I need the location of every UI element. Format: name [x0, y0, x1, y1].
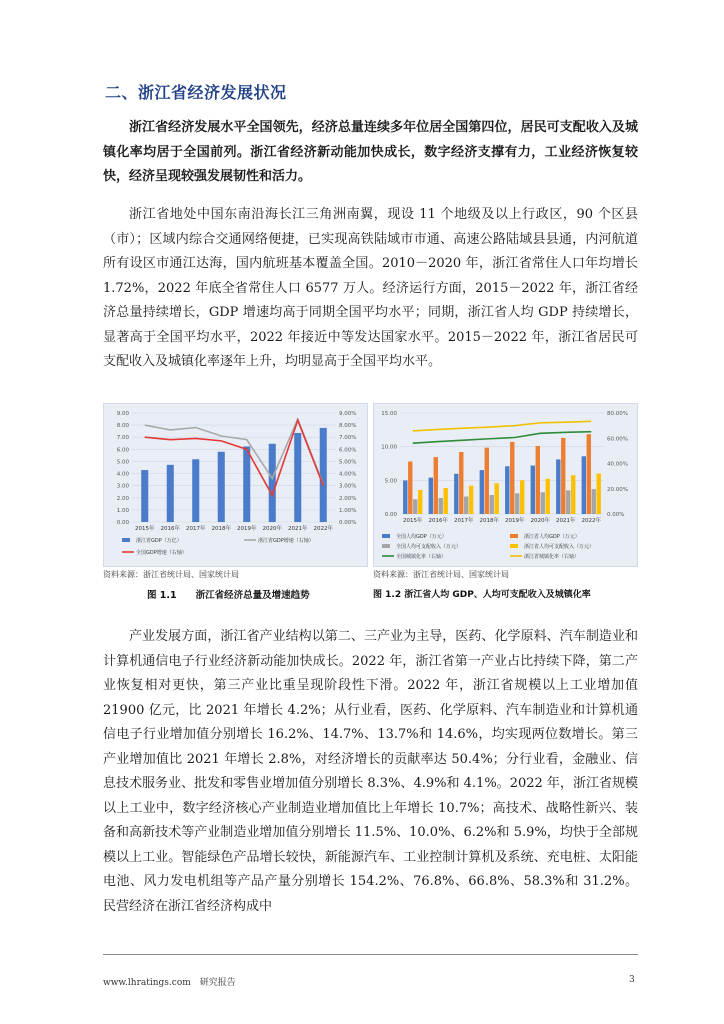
y-tick-label: 15.00	[381, 411, 397, 417]
x-tick-label: 2019年	[505, 518, 525, 524]
y-tick-label: 5.00	[116, 459, 129, 466]
bar	[505, 466, 509, 514]
y-tick-label: 9.00	[116, 411, 129, 417]
y-tick-label: 10.00	[381, 444, 397, 451]
x-tick-label: 2017年	[186, 526, 206, 532]
x-tick-label: 2017年	[454, 518, 474, 524]
bar	[454, 474, 458, 514]
bar	[490, 495, 494, 514]
x-tick-label: 2020年	[530, 518, 550, 524]
legend-swatch	[122, 538, 130, 542]
y2-tick-label: 1.00%	[339, 507, 357, 514]
bar	[597, 474, 601, 514]
y-tick-label: 5.00	[384, 478, 397, 485]
x-tick-label: 2018年	[479, 518, 499, 524]
bar	[480, 470, 484, 514]
industry-paragraph: 产业发展方面，浙江省产业结构以第二、三产业为主导，医药、化学原料、汽车制造业和计算机通信电子行业经济新动能加快成长。2022 年，浙江省第一产业占比持续下降，第二产业恢复相对更快，第三产业比重呈现阶段性下滑。2022 年，浙江省规模以上工业增加值 21900 亿元，比 2021 年增长 4.2%；从行业看，医药、化学原料、汽车制造业和计算机通信电子行业增加值分别增长 16.2%、14.7%、13.7%和 14.6%，均实现两位数增长。第三产业增加值比 2021 年增长 2.8%，对经济增长的贡献率达 50.4%；分行业看，金融业、信息技术服务业、批发和零售业增加值分别增长 8.3%、4.9%和 4.1%。2022 年，浙江省规模以上工业中，数字经济核心产业制造业增加值比上年增长 10.7%；高技术、战略性新兴、装备和高新技术等产业制造业增加值分别增长 11.5%、10.0%、6.2%和 5.9%，均快于全部规模以上工业。智能绿色产品增长较快，新能源汽车、工业控制计算机及系统、充电桩、太阳能电池、风力发电机组等产品产量分别增长 154.2%、76.8%、66.8%、58.3%和 31.2%。民营经济在浙江省经济构成中	[103, 629, 638, 914]
bar	[510, 442, 514, 514]
bar	[141, 470, 148, 522]
bar	[418, 490, 422, 514]
y2-tick-label: 2.00%	[339, 495, 357, 502]
y2-tick-label: 8.00%	[339, 423, 357, 430]
bar	[546, 479, 550, 514]
bar	[587, 434, 591, 514]
x-tick-label: 2021年	[288, 526, 308, 532]
figures-area	[103, 403, 638, 603]
legend-label: 全国GDP增速（右轴）	[136, 550, 187, 556]
y2-tick-label: 40.00%	[607, 461, 628, 468]
x-tick-label: 2015年	[135, 526, 155, 532]
bar	[592, 489, 596, 514]
bar	[495, 483, 499, 514]
legend-swatch	[382, 544, 390, 548]
y2-tick-label: 60.00%	[607, 436, 628, 443]
legend-label: 浙江省人均可支配收入（万元）	[524, 544, 595, 550]
y-tick-label: 7.00	[116, 435, 129, 442]
series-line	[413, 421, 592, 431]
bar	[556, 459, 560, 514]
y2-tick-label: 0.00%	[607, 512, 625, 518]
x-tick-label: 2018年	[211, 526, 231, 532]
figure-1-source: 资料来源：浙江省统计局、国家统计局	[103, 570, 239, 579]
bar	[434, 457, 438, 514]
legend-label: 全国城镇化率（右轴）	[396, 554, 447, 560]
figure-2-source: 资料来源：浙江省统计局、国家统计局	[373, 570, 509, 579]
bar	[167, 465, 174, 522]
y-tick-label: 0.00	[116, 520, 129, 526]
bar	[566, 490, 570, 514]
x-tick-label: 2015年	[403, 518, 423, 524]
figure-1-caption: 图 1.1 浙江省经济总量及增速趋势	[147, 590, 310, 601]
lead-paragraph: 浙江省经济发展水平全国领先，经济总量连续多年位居全国第四位，居民可支配收入及城镇化率均居于全国前列。浙江省经济新动能加快成长，数字经济支撑有力，工业经济恢复较快，经济呈现较强发展韧性和活力。	[103, 120, 638, 184]
bar	[531, 466, 535, 514]
footer-divider	[103, 954, 638, 955]
bar	[429, 478, 433, 514]
x-tick-label: 2016年	[160, 526, 180, 532]
legend-swatch	[510, 544, 518, 548]
bar	[192, 459, 199, 522]
bar	[403, 480, 407, 514]
y-tick-label: 4.00	[116, 471, 129, 478]
figure-2-panel	[373, 403, 638, 567]
footer-site: www.lhratings.com 研究报告	[103, 978, 236, 988]
bar	[485, 448, 489, 514]
bar	[515, 493, 519, 514]
legend-label: 浙江省人均GDP（万元）	[524, 534, 580, 540]
bar	[520, 480, 524, 514]
bar	[469, 486, 473, 514]
bar	[269, 444, 276, 522]
figure-1-panel	[103, 403, 368, 567]
x-tick-label: 2021年	[556, 518, 576, 524]
y2-tick-label: 0.00%	[339, 520, 357, 526]
y2-tick-label: 20.00%	[607, 486, 628, 493]
legend-label: 浙江省城镇化率（右轴）	[524, 554, 580, 560]
y2-tick-label: 4.00%	[339, 471, 357, 478]
bar	[243, 446, 250, 522]
bar	[439, 498, 443, 514]
legend-label: 浙江省GDP增速（右轴）	[258, 538, 314, 544]
bar	[294, 433, 301, 522]
x-tick-label: 2019年	[237, 526, 257, 532]
bar	[444, 488, 448, 514]
bar	[408, 461, 412, 514]
per-capita-chart	[374, 404, 637, 566]
section-heading: 二、浙江省经济发展状况	[105, 83, 287, 102]
y-tick-label: 1.00	[116, 507, 129, 514]
legend-swatch	[382, 534, 390, 538]
bar	[571, 475, 575, 514]
bar	[464, 496, 468, 514]
y2-tick-label: 7.00%	[339, 435, 357, 442]
legend-label: 浙江省GDP（万亿）	[136, 538, 182, 544]
y-tick-label: 3.00	[116, 483, 129, 490]
y-tick-label: 6.00	[116, 447, 129, 454]
y-tick-label: 0.00	[384, 512, 397, 518]
x-tick-label: 2022年	[581, 518, 601, 524]
y2-tick-label: 6.00%	[339, 447, 357, 454]
legend-swatch	[510, 534, 518, 538]
gdp-growth-chart	[104, 404, 367, 566]
legend-label: 全国人均GDP（万元）	[396, 534, 447, 540]
bar	[459, 452, 463, 514]
bar	[541, 492, 545, 514]
bar	[413, 499, 417, 514]
overview-paragraph: 浙江省地处中国东南沿海长江三角洲南翼，现设 11 个地级及以上行政区，90 个区县（市）；区域内综合交通网络便捷，已实现高铁陆域市市通、高速公路陆域县县通，内河航道所有设区市通江达海，国内航班基本覆盖全国。2010－2020 年，浙江省常住人口年均增长 1.72%，2022 年底全省常住人口 6577 万人。经济运行方面，2015－2022 年，浙江省经济总量持续增长，GDP 增速均高于同期全国平均水平；同期，浙江省人均 GDP 持续增长，显著高于全国平均水平，2022 年接近中等发达国家水平。2015－2022 年，浙江省居民可支配收入及城镇化率逐年上升，均明显高于全国平均水平。	[103, 207, 638, 369]
legend-label: 全国人均可支配收入（万元）	[396, 544, 462, 550]
page-number: 3	[629, 975, 635, 985]
x-tick-label: 2016年	[428, 518, 448, 524]
y2-tick-label: 80.00%	[607, 411, 628, 417]
bar	[536, 446, 540, 514]
y2-tick-label: 3.00%	[339, 483, 357, 490]
y2-tick-label: 5.00%	[339, 459, 357, 466]
bar	[561, 438, 565, 514]
x-tick-label: 2022年	[313, 526, 333, 532]
bar	[582, 456, 586, 514]
bar	[218, 452, 225, 522]
y-tick-label: 2.00	[116, 495, 129, 502]
bar	[320, 428, 327, 522]
y-tick-label: 8.00	[116, 423, 129, 430]
figure-2-caption: 图 1.2 浙江省人均 GDP、人均可支配收入及城镇化率	[373, 590, 591, 600]
y2-tick-label: 9.00%	[339, 411, 357, 417]
x-tick-label: 2020年	[262, 526, 282, 532]
